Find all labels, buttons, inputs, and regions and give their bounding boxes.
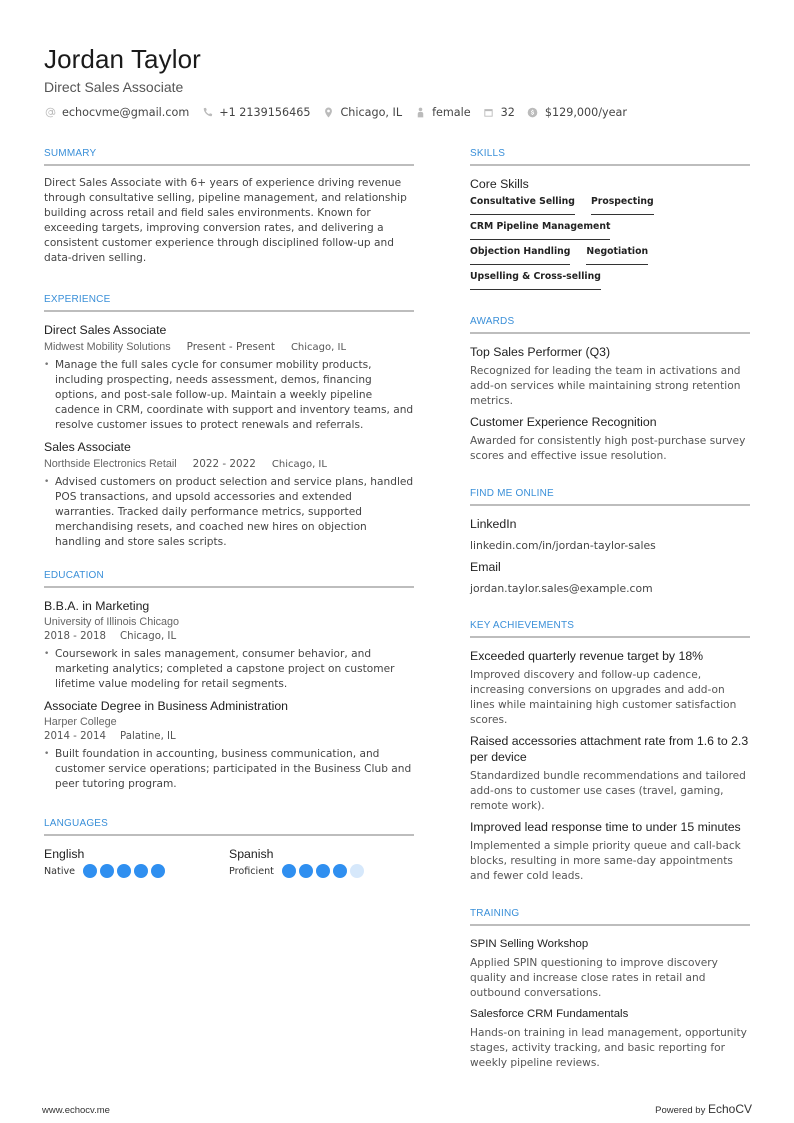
- experience-entry: [44, 439, 414, 550]
- education-section: [44, 570, 414, 792]
- location: Chicago, IL: [120, 631, 177, 642]
- dates: Present - Present: [186, 341, 275, 353]
- at-icon: [44, 107, 56, 119]
- achievements-section: [470, 620, 750, 884]
- person-icon: [414, 107, 426, 119]
- rating-dot-filled-icon: [316, 864, 330, 878]
- contact-location: Chicago, IL: [322, 106, 402, 119]
- right-column: [470, 148, 750, 1091]
- degree: B.B.A. in Marketing: [44, 599, 150, 613]
- online-label: LinkedIn: [470, 517, 517, 531]
- candidate-title: Direct Sales Associate: [44, 79, 184, 95]
- email-link[interactable]: jordan.taylor.sales@example.com: [470, 582, 653, 595]
- section-heading: EXPERIENCE: [44, 294, 414, 312]
- bullet: • Built foundation in accounting, business communication, and customer service operations; participated in the Business Club and peer tutoring program.: [44, 748, 412, 790]
- company: Northside Electronics Retail: [44, 458, 177, 470]
- education-entry: [44, 698, 414, 792]
- left-column: [44, 148, 414, 898]
- rating-dot-filled-icon: [299, 864, 313, 878]
- experience-section: [44, 294, 414, 550]
- achievement-title: Raised accessories attachment rate from 1.6 to 2.3 per device: [470, 734, 749, 764]
- bullet-icon: •: [44, 749, 50, 759]
- linkedin-link[interactable]: linkedin.com/in/jordan-taylor-sales: [470, 539, 656, 552]
- location-pin-icon: [322, 107, 334, 119]
- contact-email: echocvme@gmail.com: [44, 106, 189, 119]
- section-heading: AWARDS: [470, 316, 750, 334]
- rating-dot-filled-icon: [117, 864, 131, 878]
- dates: 2018 - 2018: [44, 631, 107, 642]
- summary-text: Direct Sales Associate with 6+ years of experience driving revenue through consultative selling, pipeline management, and relationship building across retail and field sales environments. Known for exceeding targets, improving conversion rates, and delivering a consistent customer experience through disciplined follow-up and data-driven selling.: [44, 177, 407, 264]
- skill-category: Core Skills: [470, 177, 529, 191]
- bullet: • Advised customers on product selection and service plans, handled POS transactions, and upsold accessories and extended warranties. Tracked daily performance metrics, supported merchandising resets, and coached new hires on objection handling and store sales scripts.: [44, 476, 414, 548]
- language-name: English: [44, 847, 85, 861]
- rating-dot-filled-icon: [83, 864, 97, 878]
- location: Chicago, IL: [271, 459, 327, 470]
- section-heading: LANGUAGES: [44, 818, 414, 836]
- award-desc: Awarded for consistently high post-purchase survey scores and effective issue resolution.: [470, 435, 746, 462]
- achievement-title: Improved lead response time to under 15 minutes: [470, 820, 741, 834]
- achievement-desc: Implemented a simple priority queue and call-back blocks, resulting in more same-day appointments and fewer cold leads.: [470, 840, 741, 882]
- degree: Associate Degree in Business Administration: [44, 699, 289, 713]
- rating-dot-filled-icon: [151, 864, 165, 878]
- rating-dots: [282, 864, 367, 878]
- footer-website[interactable]: www.echocv.me: [42, 1105, 110, 1116]
- training-title: Salesforce CRM Fundamentals: [470, 1008, 629, 1020]
- dates: 2014 - 2014: [44, 731, 107, 742]
- job-title: Sales Associate: [44, 440, 131, 454]
- skill-tag: Prospecting: [591, 196, 654, 215]
- skill-tag: CRM Pipeline Management: [470, 221, 610, 240]
- dollar-icon: [527, 107, 539, 119]
- section-heading: KEY ACHIEVEMENTS: [470, 620, 750, 638]
- contact-salary: $129,000/year: [527, 106, 627, 119]
- achievement-desc: Standardized bundle recommendations and tailored add-ons to customer use cases (travel, gaming, remote work).: [470, 770, 746, 812]
- training-title: SPIN Selling Workshop: [470, 938, 589, 950]
- bullet-icon: •: [44, 360, 50, 370]
- award-title: Top Sales Performer (Q3): [470, 345, 611, 359]
- skill-tag: Consultative Selling: [470, 196, 575, 215]
- dates: 2022 - 2022: [192, 458, 256, 470]
- award-title: Customer Experience Recognition: [470, 415, 657, 429]
- contact-row: [44, 106, 639, 119]
- training-desc: Hands-on training in lead management, opportunity stages, activity tracking, and basic reporting for weekly pipeline reviews.: [470, 1027, 747, 1069]
- achievement-title: Exceeded quarterly revenue target by 18%: [470, 649, 704, 663]
- online-section: [470, 488, 750, 596]
- award-desc: Recognized for leading the team in activations and add-on services while maintaining strong retention metrics.: [470, 365, 741, 407]
- bullet-icon: •: [44, 477, 50, 487]
- bullet: • Manage the full sales cycle for consumer mobility products, including prospecting, needs assessment, demos, financing options, and post-sale follow-up. Maintain a weekly pipeline cadence in CRM, coordinate with support and inventory teams, and resolve customer issues to protect renewals and referrals.: [44, 359, 414, 431]
- skills-section: [470, 148, 750, 296]
- skill-tag: Objection Handling: [470, 246, 570, 265]
- contact-gender: female: [414, 106, 471, 119]
- company: Midwest Mobility Solutions: [44, 341, 171, 353]
- education-entry: [44, 598, 414, 692]
- candidate-name: Jordan Taylor: [44, 44, 201, 74]
- section-heading: SUMMARY: [44, 148, 414, 166]
- bullet-icon: •: [44, 649, 50, 659]
- skill-tags: [470, 196, 740, 296]
- phone-icon: [201, 107, 213, 119]
- language-level: Native: [44, 865, 76, 877]
- footer-powered-by: Powered by EchoCV: [655, 1102, 752, 1116]
- rating-dot-filled-icon: [100, 864, 114, 878]
- section-heading: TRAINING: [470, 908, 750, 926]
- school: University of Illinois Chicago: [44, 616, 180, 628]
- brand-logo[interactable]: EchoCV: [707, 1102, 752, 1116]
- school: Harper College: [44, 716, 117, 728]
- calendar-icon: [483, 107, 495, 119]
- skill-tag: Negotiation: [586, 246, 648, 265]
- awards-section: [470, 316, 750, 464]
- section-heading: FIND ME ONLINE: [470, 488, 750, 506]
- online-label: Email: [470, 560, 501, 574]
- training-desc: Applied SPIN questioning to improve discovery quality and increase close rates in retail and outbound conversations.: [470, 957, 718, 999]
- rating-dot-filled-icon: [333, 864, 347, 878]
- achievement-desc: Improved discovery and follow-up cadence, increasing conversions on upgrades and add-on lines while maintaining high customer satisfaction scores.: [470, 669, 737, 726]
- language-item: [229, 846, 414, 878]
- language-level: Proficient: [229, 865, 274, 877]
- contact-age: 32: [483, 106, 515, 119]
- rating-dots: [83, 864, 168, 878]
- rating-dot-filled-icon: [134, 864, 148, 878]
- rating-dot-empty-icon: [350, 864, 364, 878]
- languages-section: [44, 818, 414, 878]
- contact-phone: +1 2139156465: [201, 106, 310, 119]
- section-heading: SKILLS: [470, 148, 750, 166]
- training-section: [470, 908, 750, 1071]
- summary-section: [44, 148, 414, 266]
- location: Palatine, IL: [120, 731, 176, 742]
- experience-entry: [44, 322, 414, 433]
- rating-dot-filled-icon: [282, 864, 296, 878]
- language-name: Spanish: [229, 847, 274, 861]
- section-heading: EDUCATION: [44, 570, 414, 588]
- location: Chicago, IL: [290, 342, 347, 353]
- skill-tag: Upselling & Cross-selling: [470, 271, 601, 290]
- resume-header: [44, 44, 639, 119]
- job-title: Direct Sales Associate: [44, 323, 167, 337]
- language-item: [44, 846, 229, 878]
- bullet: • Coursework in sales management, consumer behavior, and marketing analytics; completed a capstone project on customer lifetime value modeling for retail segments.: [44, 648, 395, 690]
